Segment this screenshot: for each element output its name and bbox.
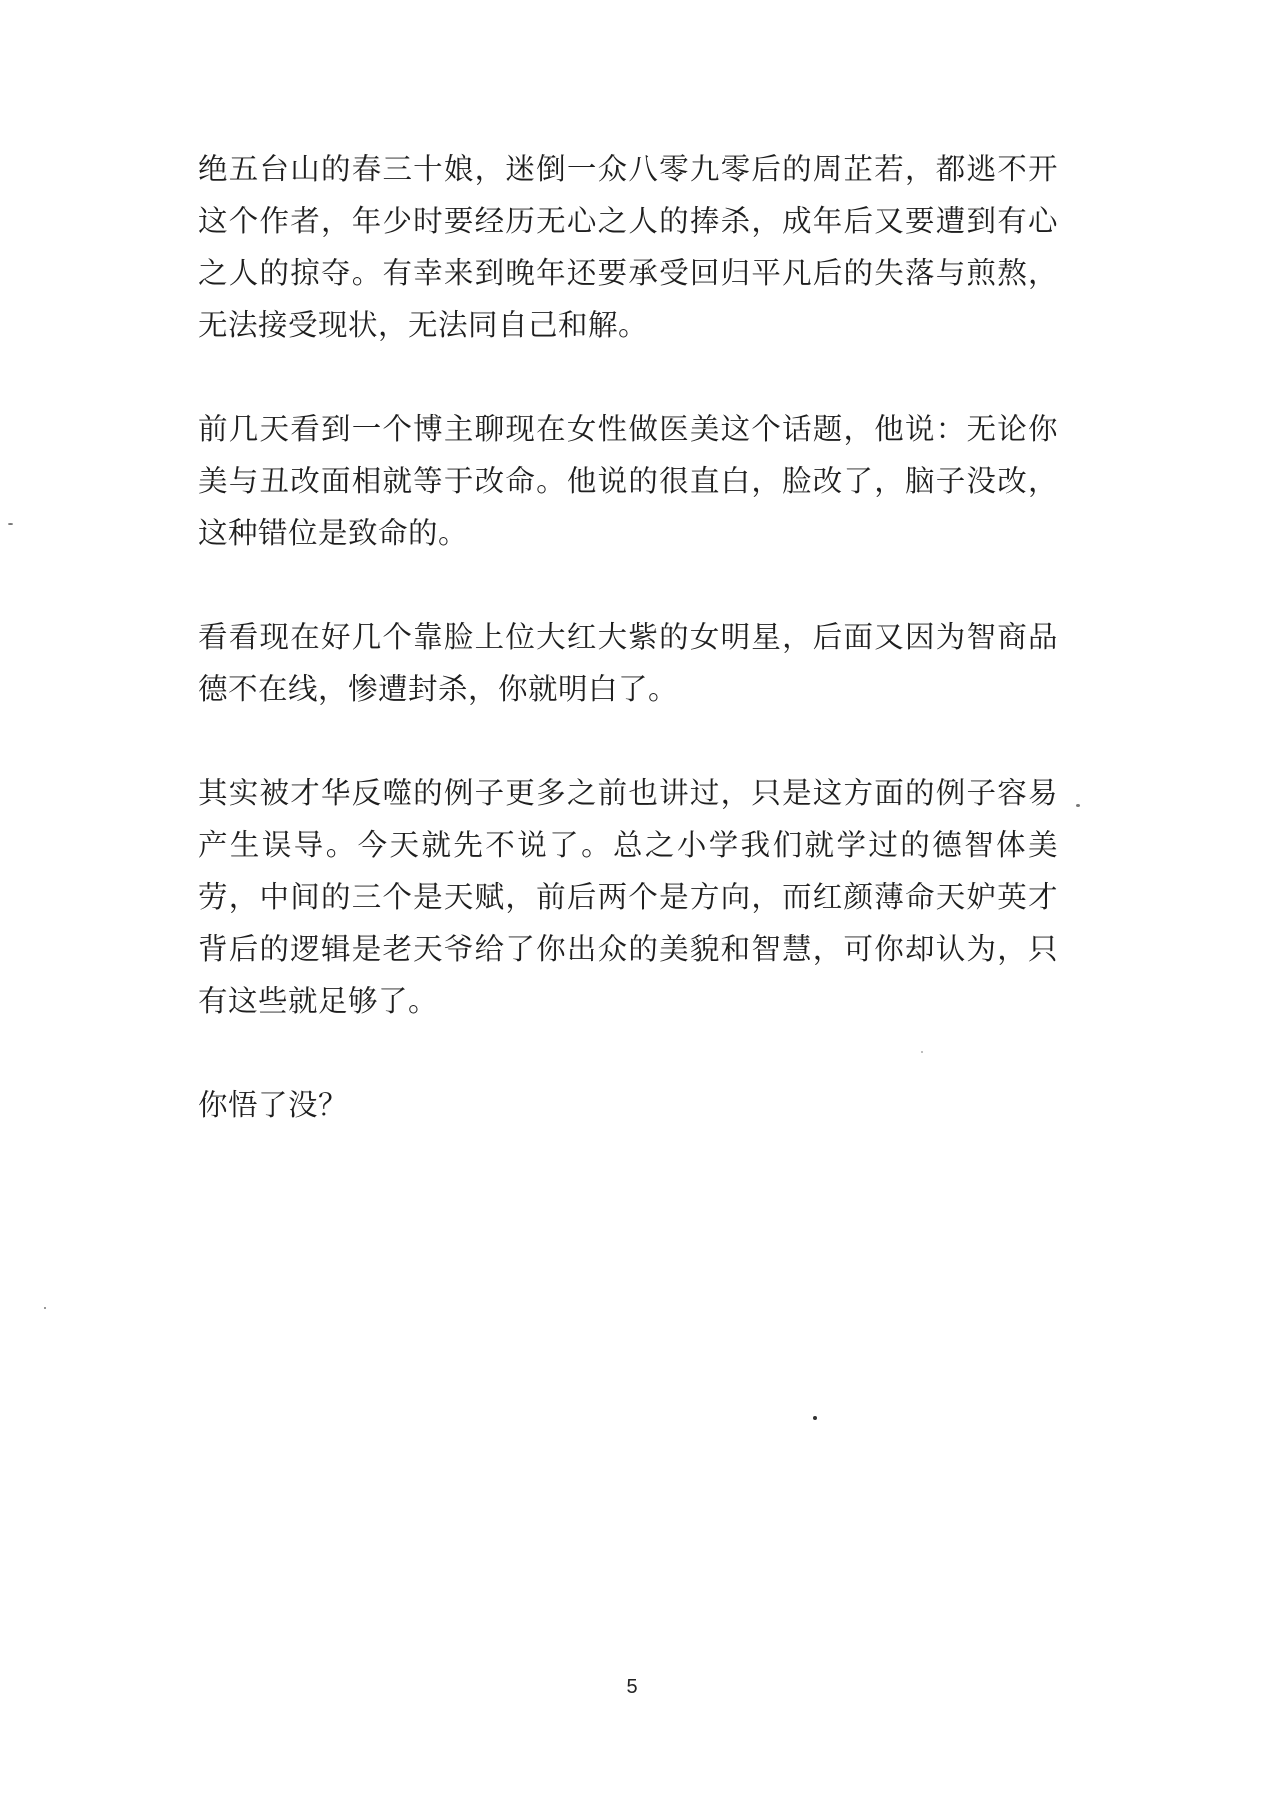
paragraph-1: 绝五台山的春三十娘，迷倒一众八零九零后的周芷若，都逃不开这个作者，年少时要经历无心之人的捧杀，成年后又要遭到有心之人的掠夺。有幸来到晚年还要承受回归平凡后的失落与煎熬，无法接受现状，无法同自己和解。 bbox=[198, 152, 1058, 342]
paragraph-5: 你悟了没？ bbox=[198, 1088, 349, 1122]
scan-speck bbox=[921, 1051, 923, 1053]
paragraph-4: 其实被才华反噬的例子更多之前也讲过，只是这方面的例子容易产生误导。今天就先不说了。总之小学我们就学过的德智体美劳，中间的三个是天赋，前后两个是方向，而红颜薄命天妒英才背后的逻辑是老天爷给了你出众的美貌和智慧，可你却认为，只有这些就足够了。 bbox=[198, 776, 1058, 1018]
paragraph-2: 前几天看到一个博主聊现在女性做医美这个话题，他说：无论你美与丑改面相就等于改命。他说的很直白，脸改了，脑子没改，这种错位是致命的。 bbox=[198, 412, 1058, 550]
scan-speck bbox=[813, 1416, 817, 1420]
scan-speck bbox=[8, 523, 13, 525]
page-number: 5 bbox=[626, 1676, 638, 1698]
scan-speck bbox=[44, 1307, 46, 1309]
body-text bbox=[198, 143, 1058, 1183]
paragraph-3: 看看现在好几个靠脸上位大红大紫的女明星，后面又因为智商品德不在线，惨遭封杀，你就明白了。 bbox=[198, 620, 1058, 706]
scan-speck bbox=[1076, 804, 1080, 807]
